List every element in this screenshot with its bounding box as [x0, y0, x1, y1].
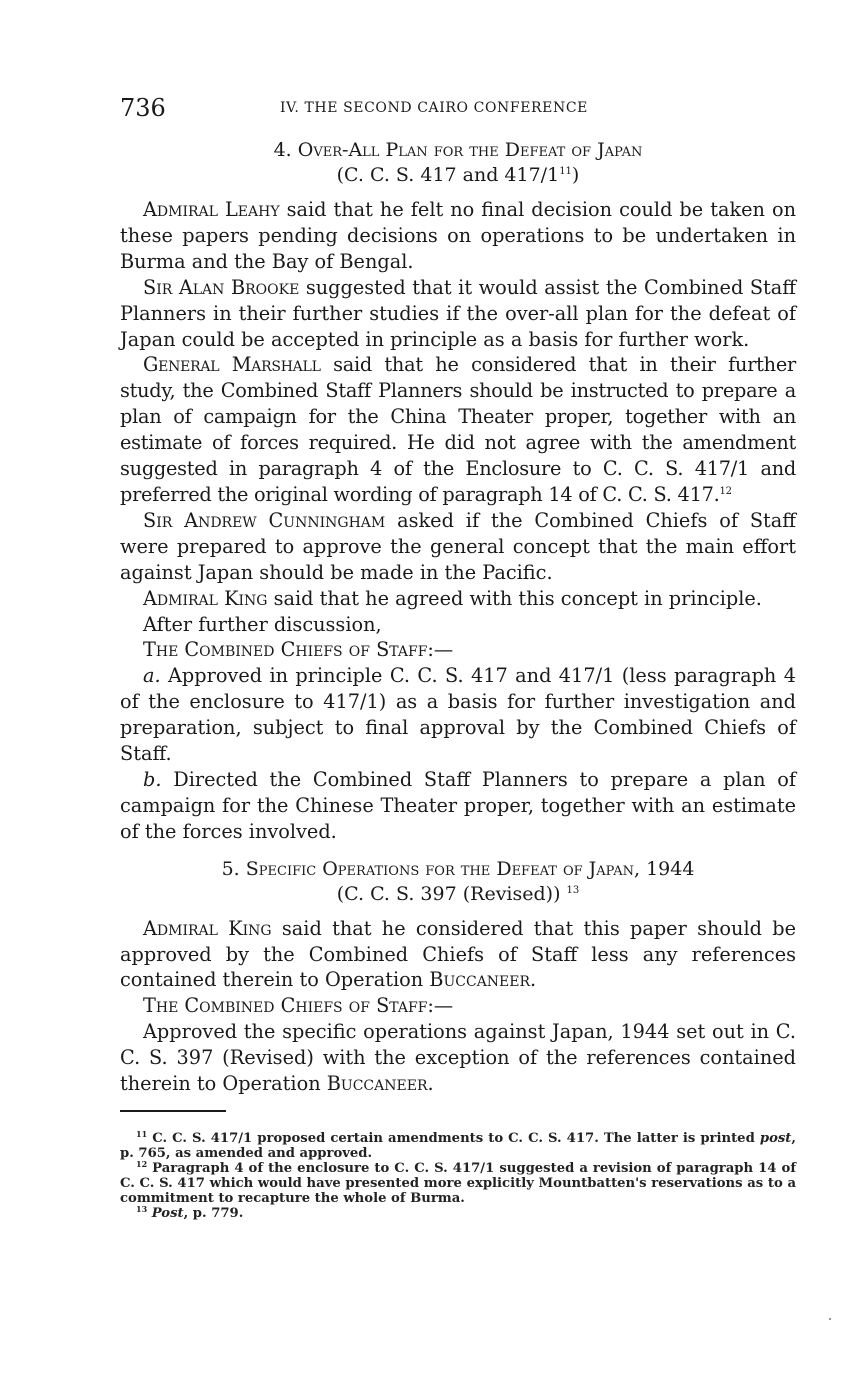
scan-speck	[829, 1318, 831, 1320]
paragraph-leahy: Admiral Leahy said that he felt no final decision could be taken on these papers pending decisions on operations to be undertaken in Burma and the Bay of Bengal.	[120, 198, 796, 273]
paragraph-marshall: General Marshall said that he considered that in their further study, the Combined Staff Planners should be instructed to prepare a plan of campaign for the China Theater proper, together with an estimate of forces required. He did not agree with the amendment suggested in paragraph 4 of the Enclosure to C. C. S. 417/1 and preferred the original wording of paragraph 14 of C. C. S. 417.12	[120, 353, 796, 506]
paragraph-cunningham: Sir Andrew Cunningham asked if the Combined Chiefs of Staff were prepared to approve the general concept that the main effort against Japan should be made in the Pacific.	[120, 508, 796, 584]
section-5-heading	[120, 857, 796, 882]
section-4-number: 4.	[273, 139, 292, 161]
speaker-name: The Combined Chiefs of Staff	[143, 994, 428, 1018]
paragraph-brooke: Sir Alan Brooke suggested that it would assist the Combined Staff Planners in their further studies if the over-all plan for the defeat of Japan could be accepted in principle as a basis for further work.	[120, 275, 796, 351]
paragraph-ccs-decision: The Combined Chiefs of Staff:—	[143, 638, 454, 662]
paragraph-ccs-decision-2: The Combined Chiefs of Staff:—	[143, 994, 454, 1018]
section-4-subheading: (C. C. S. 417 and $417/1^{11}$)	[336, 164, 580, 186]
speaker-name: General Marshall	[143, 353, 321, 377]
footnote-13: $^{13}$ Post, p. 779.	[136, 1204, 244, 1221]
footnote-12: $^{12}$ Paragraph 4 of the enclosure to C. C. S. 417/1 suggested a revision of paragraph 14 of C. C. S. 417 which would have presented more explicitly Mountbatten's reservations as to a commitment to recapture the whole of Burma.	[120, 1159, 796, 1206]
section-5-subheading: (C. C. S. 397 (Revised)) $^{13}$	[336, 882, 580, 905]
speaker-name: Admiral King	[143, 916, 272, 940]
section-4-title: Over-All Plan for the Defeat of Japan	[297, 139, 643, 161]
paragraph-further-discussion: After further discussion,	[143, 612, 382, 636]
footnote-ref-12: 12	[719, 485, 732, 497]
speaker-name: Sir Alan Brooke	[143, 275, 300, 299]
decision-item-b: b. Directed the Combined Staff Planners to prepare a plan of campaign for the Chinese Theater proper, together with an estimate of the forces involved.	[120, 767, 796, 843]
body-text	[120, 138, 796, 1097]
item-label: a.	[143, 664, 161, 688]
section-4-heading	[120, 138, 796, 163]
speaker-name: Admiral King	[143, 586, 268, 610]
speaker-name: Sir Andrew Cunningham	[143, 508, 386, 532]
item-label: b.	[143, 767, 162, 791]
speaker-name: The Combined Chiefs of Staff	[143, 638, 428, 662]
paragraph-approved-operations: Approved the specific operations against Japan, 1944 set out in C. C. S. 397 (Revised) with the exception of the references contained therein to Operation Buccaneer.	[120, 1020, 796, 1096]
footnote-ref-11: 11	[559, 166, 572, 177]
section-5-title: Specific Operations for the Defeat of Japan, 1944	[245, 857, 695, 880]
running-head	[120, 94, 796, 124]
running-title: IV. THE SECOND CAIRO CONFERENCE	[280, 100, 588, 116]
operation-name: Buccaneer	[326, 1072, 428, 1096]
footnote-ref-13: 13	[566, 884, 580, 896]
page-number: 736	[120, 94, 166, 122]
paragraph-king-concept: Admiral King said that he agreed with this concept in principle.	[143, 586, 762, 610]
operation-name: Buccaneer	[429, 968, 531, 992]
footnotes	[120, 1131, 796, 1221]
speaker-name: Admiral Leahy	[143, 198, 280, 221]
decision-item-a: a. Approved in principle C. C. S. 417 and 417/1 (less paragraph 4 of the enclosure to 417/1) as a basis for further investigation and preparation, subject to final approval by the Combined Chiefs of Staff.	[120, 664, 796, 766]
footnote-11: $^{11}$ C. C. S. 417/1 proposed certain amendments to C. C. S. 417. The latter is printed post, p. 765, as amended and approved.	[120, 1129, 796, 1161]
footnote-divider	[120, 1110, 226, 1112]
paragraph-king-buccaneer: Admiral King said that he considered that this paper should be approved by the Combined Chiefs of Staff less any references contained therein to Operation Buccaneer.	[120, 916, 796, 992]
section-5-number: 5.	[221, 857, 240, 880]
